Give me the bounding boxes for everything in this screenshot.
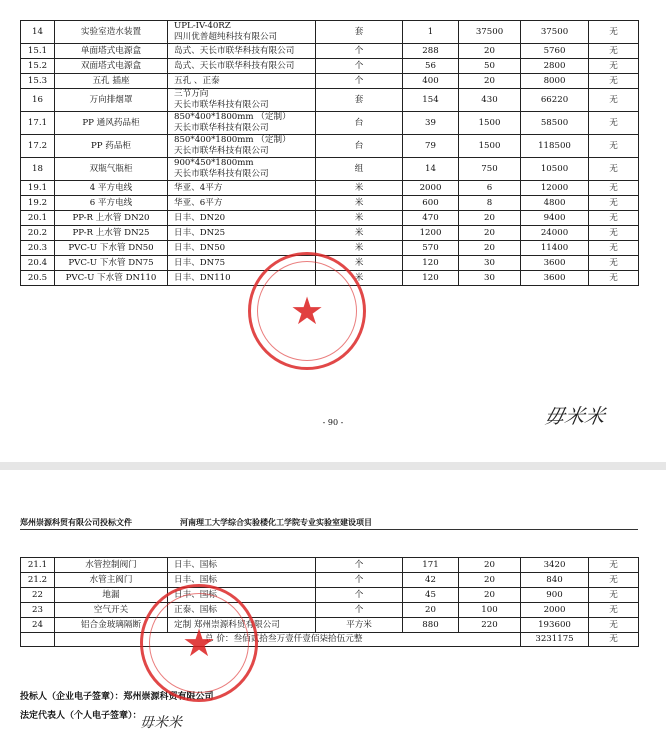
- handwritten-signature-2: 毋米米: [140, 715, 182, 731]
- item-unit-price: 8: [459, 196, 521, 211]
- item-unit-price: 6: [459, 181, 521, 196]
- item-unit: 个: [316, 558, 403, 573]
- item-quantity: 400: [403, 74, 459, 89]
- spec-line: 日丰、DN75: [174, 257, 226, 268]
- total-value: 3231175: [521, 633, 589, 647]
- item-quantity: 570: [403, 241, 459, 256]
- spec-line: 日丰、DN50: [174, 242, 226, 253]
- item-number: 20.2: [21, 226, 55, 241]
- item-quantity: 880: [403, 618, 459, 633]
- item-name: 地漏: [55, 588, 168, 603]
- item-number: 21.2: [21, 573, 55, 588]
- item-note: 无: [589, 603, 639, 618]
- item-number: 19.2: [21, 196, 55, 211]
- item-unit-price: 220: [459, 618, 521, 633]
- spec-line: 天长市联华科技有限公司: [174, 146, 269, 156]
- handwritten-signature: 毋米米: [542, 404, 607, 428]
- item-name: PP-R 上水管 DN20: [55, 211, 168, 226]
- item-note: 无: [589, 89, 639, 112]
- table-row: [21, 135, 639, 158]
- item-quantity: 154: [403, 89, 459, 112]
- item-unit: 米: [316, 226, 403, 241]
- item-note: 无: [589, 59, 639, 74]
- item-name: 6 平方电线: [55, 196, 168, 211]
- item-unit-price: 20: [459, 588, 521, 603]
- item-unit: 个: [316, 603, 403, 618]
- item-total: 24000: [521, 226, 589, 241]
- table-row: [21, 89, 639, 112]
- item-unit: 米: [316, 256, 403, 271]
- item-total: 37500: [521, 21, 589, 44]
- item-unit: 平方米: [316, 618, 403, 633]
- item-quantity: 470: [403, 211, 459, 226]
- item-quantity: 1: [403, 21, 459, 44]
- item-quantity: 120: [403, 256, 459, 271]
- spec-line: 900*450*1800mm: [174, 158, 254, 168]
- item-quantity: 171: [403, 558, 459, 573]
- legal-rep-line: 法定代表人（个人电子签章）：: [20, 711, 142, 721]
- item-name: 水管控制阀门: [55, 558, 168, 573]
- item-total: 3600: [521, 256, 589, 271]
- item-spec: [168, 573, 316, 588]
- item-name: PP 通风药品柜: [55, 112, 168, 135]
- item-note: 无: [589, 74, 639, 89]
- item-quantity: 288: [403, 44, 459, 59]
- item-total: 58500: [521, 112, 589, 135]
- item-quantity: 79: [403, 135, 459, 158]
- item-total: 840: [521, 573, 589, 588]
- item-note: 无: [589, 196, 639, 211]
- table-row: [21, 211, 639, 226]
- spec-line: 岛式、天长市联华科技有限公司: [174, 60, 295, 71]
- item-note: 无: [589, 158, 639, 181]
- item-spec: [168, 181, 316, 196]
- item-unit: 个: [316, 44, 403, 59]
- item-unit-price: 20: [459, 211, 521, 226]
- item-spec: [168, 89, 316, 112]
- item-number: 19.1: [21, 181, 55, 196]
- item-number: 15.2: [21, 59, 55, 74]
- item-note: 无: [589, 21, 639, 44]
- table-row: [21, 21, 639, 44]
- item-name: 4 平方电线: [55, 181, 168, 196]
- spec-line: 三节万向: [174, 89, 209, 99]
- item-unit: 个: [316, 74, 403, 89]
- item-name: 双面塔式电源盒: [55, 59, 168, 74]
- spec-line: 华亚、4平方: [174, 182, 223, 193]
- item-spec: [168, 603, 316, 618]
- item-note: 无: [589, 112, 639, 135]
- total-note: 无: [589, 633, 639, 647]
- item-unit-price: 100: [459, 603, 521, 618]
- item-total: 5760: [521, 44, 589, 59]
- item-spec: [168, 112, 316, 135]
- item-spec: [168, 211, 316, 226]
- item-unit: 台: [316, 135, 403, 158]
- item-note: 无: [589, 135, 639, 158]
- table-row: [21, 196, 639, 211]
- item-total: 2800: [521, 59, 589, 74]
- item-number: 23: [21, 603, 55, 618]
- header-project: 河南理工大学综合实验楼化工学院专业实验室建设项目: [180, 517, 372, 527]
- item-name: 水管主阀门: [55, 573, 168, 588]
- item-number: 20.4: [21, 256, 55, 271]
- item-total: 193600: [521, 618, 589, 633]
- item-unit: 米: [316, 271, 403, 286]
- item-unit-price: 30: [459, 256, 521, 271]
- item-quantity: 600: [403, 196, 459, 211]
- item-unit-price: 50: [459, 59, 521, 74]
- item-note: 无: [589, 226, 639, 241]
- item-number: 15.1: [21, 44, 55, 59]
- spec-line: 天长市联华科技有限公司: [174, 123, 269, 133]
- item-unit: 米: [316, 181, 403, 196]
- item-name: 空气开关: [55, 603, 168, 618]
- spec-line: 岛式、天长市联华科技有限公司: [174, 45, 295, 56]
- item-note: 无: [589, 241, 639, 256]
- item-number: 15.3: [21, 74, 55, 89]
- item-note: 无: [589, 271, 639, 286]
- item-quantity: 14: [403, 158, 459, 181]
- item-quantity: 20: [403, 603, 459, 618]
- item-total: 118500: [521, 135, 589, 158]
- item-number: 22: [21, 588, 55, 603]
- item-note: 无: [589, 211, 639, 226]
- item-note: 无: [589, 618, 639, 633]
- total-label: 总 价：叁佰贰拾叁万壹仟壹佰柒拾伍元整: [55, 633, 521, 647]
- item-spec: [168, 618, 316, 633]
- item-spec: [168, 59, 316, 74]
- table-row: [21, 74, 639, 89]
- item-number: 20.3: [21, 241, 55, 256]
- item-note: 无: [589, 573, 639, 588]
- item-note: 无: [589, 558, 639, 573]
- spec-line: 定制 郑州崇源科贸有限公司: [174, 619, 280, 630]
- spec-line: 日丰、DN20: [174, 212, 226, 223]
- item-quantity: 56: [403, 59, 459, 74]
- item-spec: [168, 588, 316, 603]
- total-row: [21, 633, 639, 647]
- item-unit-price: 1500: [459, 112, 521, 135]
- item-name: PVC-U 下水管 DN75: [55, 256, 168, 271]
- item-unit: 台: [316, 112, 403, 135]
- item-unit-price: 430: [459, 89, 521, 112]
- table-row: [21, 618, 639, 633]
- item-name: 实验室造水装置: [55, 21, 168, 44]
- item-unit: 个: [316, 573, 403, 588]
- table-row: [21, 181, 639, 196]
- item-quantity: 42: [403, 573, 459, 588]
- item-quantity: 39: [403, 112, 459, 135]
- item-unit: 米: [316, 196, 403, 211]
- item-name: PP 药品柜: [55, 135, 168, 158]
- item-spec: [168, 256, 316, 271]
- item-spec: [168, 21, 316, 44]
- item-name: 万向排烟罩: [55, 89, 168, 112]
- spec-line: 日丰、国标: [174, 559, 217, 570]
- item-spec: [168, 44, 316, 59]
- item-unit-price: 30: [459, 271, 521, 286]
- spec-line: 日丰、DN110: [174, 272, 231, 283]
- spec-line: 天长市联华科技有限公司: [174, 169, 269, 179]
- item-quantity: 120: [403, 271, 459, 286]
- item-unit-price: 750: [459, 158, 521, 181]
- spec-line: 天长市联华科技有限公司: [174, 100, 269, 110]
- item-unit: 套: [316, 89, 403, 112]
- item-total: 11400: [521, 241, 589, 256]
- item-total: 66220: [521, 89, 589, 112]
- spec-line: 日丰、国标: [174, 574, 217, 585]
- spec-line: 华亚、6平方: [174, 197, 223, 208]
- item-quantity: 1200: [403, 226, 459, 241]
- item-name: PP-R 上水管 DN25: [55, 226, 168, 241]
- item-note: 无: [589, 181, 639, 196]
- item-unit-price: 20: [459, 573, 521, 588]
- spec-line: 正泰、国标: [174, 604, 217, 615]
- item-total: 900: [521, 588, 589, 603]
- item-name: PVC-U 下水管 DN110: [55, 271, 168, 286]
- table-row: [21, 112, 639, 135]
- table-row: [21, 158, 639, 181]
- table-row: [21, 241, 639, 256]
- table-row: [21, 256, 639, 271]
- spec-line: 四川优普超纯科技有限公司: [174, 32, 278, 42]
- item-spec: [168, 558, 316, 573]
- item-name: 单面塔式电源盒: [55, 44, 168, 59]
- price-table-page1: [20, 20, 639, 286]
- item-unit-price: 20: [459, 44, 521, 59]
- item-total: 3420: [521, 558, 589, 573]
- table-row: [21, 59, 639, 74]
- page-gap: [0, 462, 666, 470]
- table-row: [21, 603, 639, 618]
- item-number: 24: [21, 618, 55, 633]
- item-quantity: 45: [403, 588, 459, 603]
- item-unit-price: 37500: [459, 21, 521, 44]
- item-note: 无: [589, 44, 639, 59]
- item-number: 21.1: [21, 558, 55, 573]
- item-total: 2000: [521, 603, 589, 618]
- table-row: [21, 573, 639, 588]
- item-name: 铝合金玻璃隔断: [55, 618, 168, 633]
- item-spec: [168, 226, 316, 241]
- item-total: 8000: [521, 74, 589, 89]
- item-unit: 米: [316, 211, 403, 226]
- item-number: 17.2: [21, 135, 55, 158]
- bidder-line: 投标人（企业电子签章）：郑州崇源科贸有限公司: [20, 692, 214, 702]
- item-quantity: 2000: [403, 181, 459, 196]
- table-row: [21, 226, 639, 241]
- item-spec: [168, 196, 316, 211]
- item-unit: 个: [316, 588, 403, 603]
- item-unit-price: 20: [459, 226, 521, 241]
- spec-line: 850*400*1800mm （定制）: [174, 112, 291, 122]
- item-name: PVC-U 下水管 DN50: [55, 241, 168, 256]
- item-number: 20.1: [21, 211, 55, 226]
- item-unit: 套: [316, 21, 403, 44]
- item-number: 14: [21, 21, 55, 44]
- item-spec: [168, 74, 316, 89]
- page-number: - 90 -: [322, 418, 344, 427]
- item-spec: [168, 158, 316, 181]
- item-unit-price: 20: [459, 74, 521, 89]
- item-unit: 组: [316, 158, 403, 181]
- item-spec: [168, 135, 316, 158]
- spec-line: 日丰、国标: [174, 589, 217, 600]
- spec-line: UPL-IV-40RZ: [174, 21, 231, 31]
- item-name: 双瓶气瓶柜: [55, 158, 168, 181]
- item-note: 无: [589, 588, 639, 603]
- item-number: 16: [21, 89, 55, 112]
- table-row: [21, 588, 639, 603]
- item-total: 3600: [521, 271, 589, 286]
- item-number: 17.1: [21, 112, 55, 135]
- item-total: 10500: [521, 158, 589, 181]
- table-row: [21, 271, 639, 286]
- item-total: 4800: [521, 196, 589, 211]
- item-unit: 米: [316, 241, 403, 256]
- item-total: 12000: [521, 181, 589, 196]
- item-total: 9400: [521, 211, 589, 226]
- item-name: 五孔 插座: [55, 74, 168, 89]
- spec-line: 850*400*1800mm （定制）: [174, 135, 291, 145]
- table-row: [21, 44, 639, 59]
- item-spec: [168, 241, 316, 256]
- item-note: 无: [589, 256, 639, 271]
- company-seal: ★: [248, 252, 366, 370]
- item-unit: 个: [316, 59, 403, 74]
- price-table-page2: [20, 557, 639, 647]
- header-company: 郑州崇源科贸有限公司投标文件: [20, 517, 132, 527]
- spec-line: 五孔 、正泰: [174, 75, 220, 86]
- item-unit-price: 20: [459, 241, 521, 256]
- item-unit-price: 20: [459, 558, 521, 573]
- item-spec: [168, 271, 316, 286]
- spec-line: 日丰、DN25: [174, 227, 226, 238]
- item-number: 20.5: [21, 271, 55, 286]
- item-number: 18: [21, 158, 55, 181]
- table-row: [21, 558, 639, 573]
- company-seal-2: ★: [140, 584, 258, 702]
- item-unit-price: 1500: [459, 135, 521, 158]
- header-divider: [20, 529, 638, 530]
